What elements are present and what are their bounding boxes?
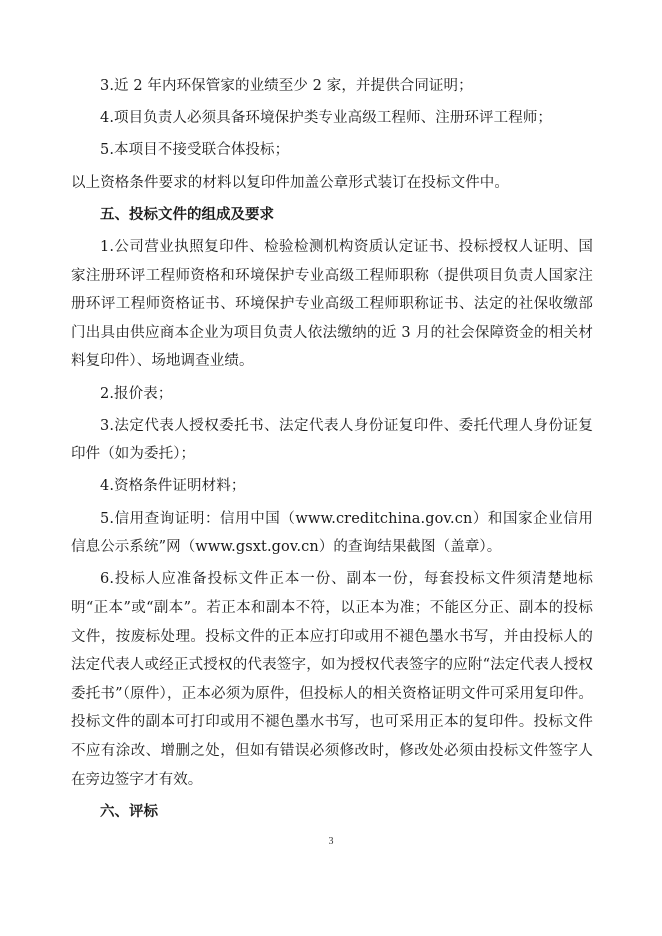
bid-doc-item-1: 1.公司营业执照复印件、检验检测机构资质认定证书、投标授权人证明、国家注册环评工程师资格和环境保护专业高级工程师职称（提供项目负责人国家注册环评工程师资格证书、环境保护专业高级工程师职称证书、法定的社保收缴部门出具由供应商本企业为项目负责人依法缴纳的近 3 月的社会保障资金的相关材料复印件）、场地调查业绩。 <box>71 238 593 370</box>
section-heading-6: 六、评标 <box>100 803 158 820</box>
bid-doc-item-6: 6.投标人应准备投标文件正本一份、副本一份，每套投标文件须清楚地标明“正本”或“副本”。若正本和副本不符，以正本为准；不能区分正、副本的投标文件，按废标处理。投标文件的正本应打印或用不褪色墨水书写，并由投标人的法定代表人或经正式授权的代表签字，如为授权代表签字的应附“法定代表人授权委托书”（原件），正本必须为原件，但投标人的相关资格证明文件可采用复印件。投标文件的副本可打印或用不褪色墨水书写，也可采用正本的复印件。投标文件不应有涂改、增删之处，但如有错误必须修改时，修改处必须由投标文件签字人在旁边签字才有效。 <box>71 571 593 788</box>
bid-doc-item-3: 3.法定代表人授权委托书、法定代表人身份证复印件、委托代理人身份证复印件（如为委托）； <box>71 417 593 463</box>
requirement-item-4: 4.项目负责人必须具备环境保护类专业高级工程师、注册环评工程师； <box>100 110 553 127</box>
requirement-note: 以上资格条件要求的材料以复印件加盖公章形式装订在投标文件中。 <box>71 174 509 191</box>
bid-doc-item-5: 5.信用查询证明：信用中国（www.creditchina.gov.cn）和国家企业信用信息公示系统”网（www.gsxt.gov.cn）的查询结果截图（盖章）。 <box>71 510 593 556</box>
section-heading-5: 五、投标文件的组成及要求 <box>100 206 274 223</box>
bid-doc-item-2: 2.报价表； <box>100 385 173 402</box>
bid-doc-item-4: 4.资格条件证明材料； <box>100 478 246 495</box>
requirement-item-3: 3.近 2 年内环保管家的业绩至少 2 家，并提供合同证明； <box>100 78 473 94</box>
page-number: 3 <box>328 836 334 847</box>
requirement-item-5: 5.本项目不接受联合体投标； <box>100 142 290 159</box>
document-body <box>71 72 593 830</box>
